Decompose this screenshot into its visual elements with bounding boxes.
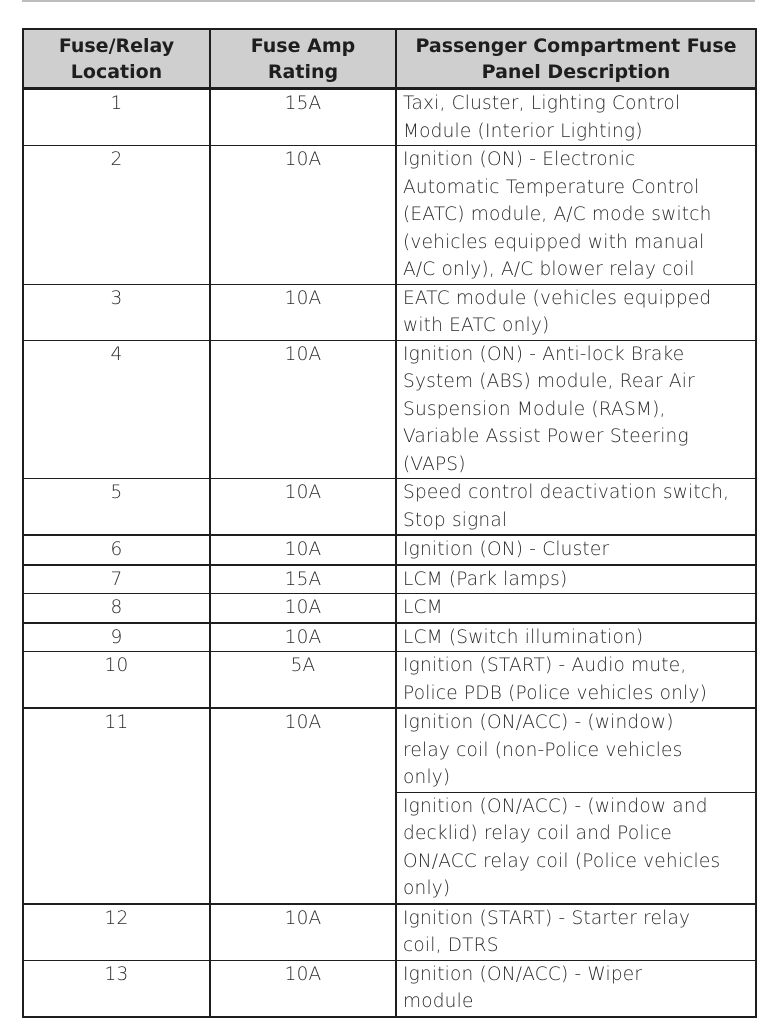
- table-row: [23, 594, 756, 623]
- fuse-location: 5: [23, 479, 210, 536]
- fuse-description: Ignition (START) - Audio mute, Police PDB (Police vehicles only): [396, 652, 756, 709]
- fuse-location: 12: [23, 904, 210, 961]
- fuse-amp: 10A: [210, 904, 396, 961]
- fuse-location: 8: [23, 594, 210, 623]
- table-row: [23, 960, 756, 1017]
- fuse-description: LCM (Park lamps): [396, 565, 756, 594]
- table-header-row: [23, 29, 756, 89]
- fuse-amp: 10A: [210, 623, 396, 652]
- header-description: Passenger Compartment Fuse Panel Description: [396, 29, 756, 89]
- fuse-amp: 10A: [210, 535, 396, 565]
- fuse-location: 7: [23, 565, 210, 594]
- table-row: [23, 904, 756, 961]
- fuse-amp: 10A: [210, 960, 396, 1017]
- fuse-amp: 10A: [210, 284, 396, 340]
- fuse-location: 10: [23, 652, 210, 709]
- fuse-location: 1: [23, 89, 210, 146]
- table-row: [23, 535, 756, 565]
- table-row: [23, 146, 756, 285]
- fuse-amp: 10A: [210, 146, 396, 285]
- fuse-amp: 10A: [210, 708, 396, 904]
- fuse-description: Ignition (ON) - Electronic Automatic Temperature Control (EATC) module, A/C mode switch (vehicles equipped with manual A/C only), A/C blower relay coil: [396, 146, 756, 285]
- fuse-location: 9: [23, 623, 210, 652]
- fuse-description: LCM: [396, 594, 756, 623]
- header-amp-rating: Fuse Amp Rating: [210, 29, 396, 89]
- fuse-description: Ignition (ON) - Cluster: [396, 535, 756, 565]
- top-divider: [22, 0, 755, 2]
- fuse-location: 13: [23, 960, 210, 1017]
- fuse-description: Ignition (ON/ACC) - Wiper module: [396, 960, 756, 1017]
- fuse-table: [22, 28, 757, 1018]
- table-row: [23, 89, 756, 146]
- fuse-amp: 10A: [210, 340, 396, 479]
- fuse-location: 2: [23, 146, 210, 285]
- fuse-location: 6: [23, 535, 210, 565]
- fuse-amp: 15A: [210, 89, 396, 146]
- fuse-amp: 10A: [210, 479, 396, 536]
- fuse-amp: 5A: [210, 652, 396, 709]
- fuse-description: EATC module (vehicles equipped with EATC only): [396, 284, 756, 340]
- fuse-description: Ignition (ON/ACC) - (window) relay coil (non-Police vehicles only): [396, 708, 756, 792]
- fuse-description: Speed control deactivation switch, Stop signal: [396, 479, 756, 536]
- table-row: [23, 652, 756, 709]
- table-row: [23, 708, 756, 792]
- fuse-location: 11: [23, 708, 210, 904]
- fuse-amp: 10A: [210, 594, 396, 623]
- table-row: [23, 340, 756, 479]
- fuse-description-alt: Ignition (ON/ACC) - (window and decklid) relay coil and Police ON/ACC relay coil (Police vehicles only): [396, 792, 756, 904]
- table-row: [23, 284, 756, 340]
- table-row: [23, 623, 756, 652]
- fuse-description: Ignition (START) - Starter relay coil, DTRS: [396, 904, 756, 961]
- fuse-location: 4: [23, 340, 210, 479]
- fuse-location: 3: [23, 284, 210, 340]
- fuse-description: Taxi, Cluster, Lighting Control Module (Interior Lighting): [396, 89, 756, 146]
- fuse-amp: 15A: [210, 565, 396, 594]
- fuse-description: LCM (Switch illumination): [396, 623, 756, 652]
- fuse-description: Ignition (ON) - Anti-lock Brake System (ABS) module, Rear Air Suspension Module (RASM), Variable Assist Power Steering (VAPS): [396, 340, 756, 479]
- table-row: [23, 565, 756, 594]
- table-row: [23, 479, 756, 536]
- header-location: Fuse/Relay Location: [23, 29, 210, 89]
